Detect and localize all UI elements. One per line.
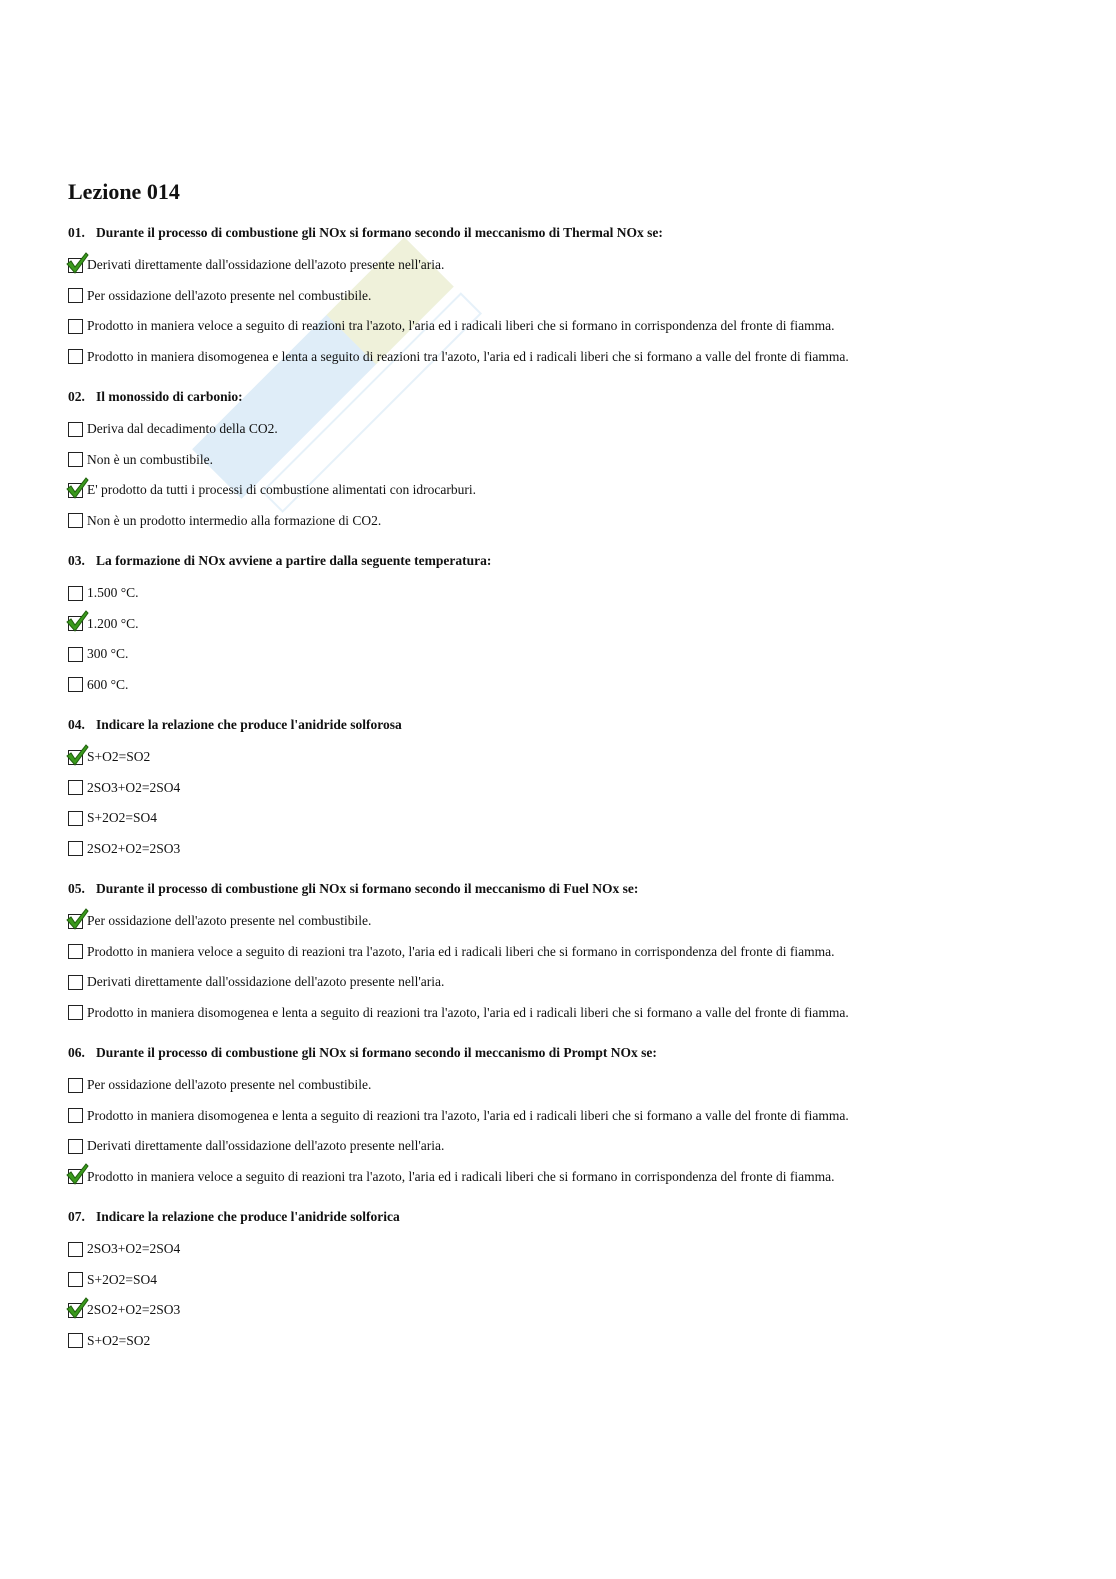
answer-option[interactable]	[68, 1326, 1068, 1357]
answer-text: Prodotto in maniera veloce a seguito di reazioni tra l'azoto, l'aria ed i radicali liberi che si formano in corrispondenza del fronte di fiamma.	[87, 1168, 835, 1184]
checkmark-icon	[65, 1297, 89, 1319]
unchecked-checkbox[interactable]	[68, 1108, 83, 1123]
unchecked-checkbox[interactable]	[68, 586, 83, 601]
answer-option[interactable]	[68, 1162, 1068, 1193]
answer-text: Non è un combustibile.	[87, 451, 213, 467]
unchecked-checkbox[interactable]	[68, 513, 83, 528]
unchecked-checkbox[interactable]	[68, 422, 83, 437]
unchecked-checkbox[interactable]	[68, 1333, 83, 1348]
answer-option[interactable]	[68, 281, 1068, 312]
checkmark-icon	[65, 477, 89, 499]
unchecked-checkbox[interactable]	[68, 780, 83, 795]
answer-text: Prodotto in maniera veloce a seguito di reazioni tra l'azoto, l'aria ed i radicali liberi che si formano in corrispondenza del fronte di fiamma.	[87, 943, 835, 959]
document-page	[68, 178, 1068, 1372]
question-heading	[68, 716, 1068, 734]
answer-option[interactable]	[68, 906, 1068, 937]
question-number: 05.	[68, 881, 85, 896]
unchecked-checkbox[interactable]	[68, 319, 83, 334]
answer-text: Per ossidazione dell'azoto presente nel combustibile.	[87, 1077, 372, 1093]
answer-option[interactable]	[68, 1101, 1068, 1132]
question-text: Durante il processo di combustione gli NOx si formano secondo il meccanismo di Prompt NOx se:	[96, 1045, 657, 1060]
unchecked-checkbox[interactable]	[68, 975, 83, 990]
question-block	[68, 1044, 1068, 1192]
answer-option[interactable]	[68, 1234, 1068, 1265]
answer-text: 1.500 °C.	[87, 585, 139, 601]
answer-text: S+2O2=SO4	[87, 810, 157, 826]
question-heading	[68, 1208, 1068, 1226]
question-number: 06.	[68, 1045, 85, 1060]
answer-option[interactable]	[68, 1265, 1068, 1296]
answer-option[interactable]	[68, 578, 1068, 609]
answer-text: Derivati direttamente dall'ossidazione dell'azoto presente nell'aria.	[87, 1138, 445, 1154]
answer-text: 300 °C.	[87, 646, 129, 662]
answer-text: 600 °C.	[87, 676, 129, 692]
answer-option[interactable]	[68, 506, 1068, 537]
question-block	[68, 716, 1068, 864]
unchecked-checkbox[interactable]	[68, 841, 83, 856]
answer-text: S+O2=SO2	[87, 1332, 151, 1348]
checked-checkbox[interactable]	[68, 258, 83, 273]
answer-option[interactable]	[68, 1131, 1068, 1162]
answer-option[interactable]	[68, 742, 1068, 773]
answer-text: 2SO3+O2=2SO4	[87, 779, 181, 795]
question-list	[68, 224, 1068, 1356]
question-block	[68, 1208, 1068, 1356]
question-number: 01.	[68, 225, 85, 240]
unchecked-checkbox[interactable]	[68, 349, 83, 364]
question-text: Durante il processo di combustione gli NOx si formano secondo il meccanismo di Thermal NOx se:	[96, 225, 663, 240]
unchecked-checkbox[interactable]	[68, 1272, 83, 1287]
answer-text: Per ossidazione dell'azoto presente nel combustibile.	[87, 913, 372, 929]
checked-checkbox[interactable]	[68, 914, 83, 929]
answer-text: 1.200 °C.	[87, 615, 139, 631]
unchecked-checkbox[interactable]	[68, 647, 83, 662]
question-block	[68, 552, 1068, 700]
answer-option[interactable]	[68, 609, 1068, 640]
answer-text: 2SO3+O2=2SO4	[87, 1241, 181, 1257]
unchecked-checkbox[interactable]	[68, 452, 83, 467]
unchecked-checkbox[interactable]	[68, 288, 83, 303]
question-heading	[68, 880, 1068, 898]
question-text: Il monossido di carbonio:	[96, 389, 243, 404]
unchecked-checkbox[interactable]	[68, 1078, 83, 1093]
unchecked-checkbox[interactable]	[68, 1242, 83, 1257]
unchecked-checkbox[interactable]	[68, 1005, 83, 1020]
question-heading	[68, 1044, 1068, 1062]
answer-option[interactable]	[68, 967, 1068, 998]
question-number: 02.	[68, 389, 85, 404]
answer-text: Per ossidazione dell'azoto presente nel combustibile.	[87, 287, 372, 303]
checked-checkbox[interactable]	[68, 616, 83, 631]
checked-checkbox[interactable]	[68, 1169, 83, 1184]
answer-text: Prodotto in maniera disomogenea e lenta a seguito di reazioni tra l'azoto, l'aria ed i radicali liberi che si formano a valle del fronte di fiamma.	[87, 1004, 849, 1020]
checkmark-icon	[65, 744, 89, 766]
question-block	[68, 880, 1068, 1028]
question-text: Indicare la relazione che produce l'anidride solforica	[96, 1209, 400, 1224]
checked-checkbox[interactable]	[68, 1303, 83, 1318]
checkmark-icon	[65, 1163, 89, 1185]
unchecked-checkbox[interactable]	[68, 1139, 83, 1154]
question-number: 03.	[68, 553, 85, 568]
answer-option[interactable]	[68, 342, 1068, 373]
checked-checkbox[interactable]	[68, 750, 83, 765]
question-block	[68, 224, 1068, 372]
question-heading	[68, 388, 1068, 406]
answer-text: S+O2=SO2	[87, 749, 151, 765]
answer-text: E' prodotto da tutti i processi di combustione alimentati con idrocarburi.	[87, 482, 476, 498]
answer-option[interactable]	[68, 998, 1068, 1029]
answer-text: Prodotto in maniera disomogenea e lenta a seguito di reazioni tra l'azoto, l'aria ed i radicali liberi che si formano a valle del fronte di fiamma.	[87, 1107, 849, 1123]
question-text: Indicare la relazione che produce l'anidride solforosa	[96, 717, 402, 732]
page-title: Lezione 014	[68, 179, 180, 204]
answer-text: Prodotto in maniera disomogenea e lenta a seguito di reazioni tra l'azoto, l'aria ed i radicali liberi che si formano a valle del fronte di fiamma.	[87, 348, 849, 364]
checkmark-icon	[65, 908, 89, 930]
question-number: 07.	[68, 1209, 85, 1224]
answer-option[interactable]	[68, 475, 1068, 506]
checkmark-icon	[65, 252, 89, 274]
answer-option[interactable]	[68, 773, 1068, 804]
answer-option[interactable]	[68, 670, 1068, 701]
question-heading	[68, 224, 1068, 242]
answer-text: 2SO2+O2=2SO3	[87, 1302, 181, 1318]
question-number: 04.	[68, 717, 85, 732]
answer-option[interactable]	[68, 803, 1068, 834]
answer-option[interactable]	[68, 311, 1068, 342]
answer-text: Derivati direttamente dall'ossidazione dell'azoto presente nell'aria.	[87, 974, 445, 990]
answer-option[interactable]	[68, 250, 1068, 281]
answer-option[interactable]	[68, 834, 1068, 865]
unchecked-checkbox[interactable]	[68, 944, 83, 959]
question-text: Durante il processo di combustione gli NOx si formano secondo il meccanismo di Fuel NOx se:	[96, 881, 639, 896]
answer-text: Non è un prodotto intermedio alla formazione di CO2.	[87, 512, 382, 528]
answer-text: S+2O2=SO4	[87, 1271, 157, 1287]
unchecked-checkbox[interactable]	[68, 677, 83, 692]
answer-text: Derivati direttamente dall'ossidazione dell'azoto presente nell'aria.	[87, 257, 445, 273]
answer-option[interactable]	[68, 1070, 1068, 1101]
answer-text: 2SO2+O2=2SO3	[87, 840, 181, 856]
unchecked-checkbox[interactable]	[68, 811, 83, 826]
answer-option[interactable]	[68, 1295, 1068, 1326]
answer-option[interactable]	[68, 414, 1068, 445]
answer-option[interactable]	[68, 445, 1068, 476]
answer-text: Deriva dal decadimento della CO2.	[87, 421, 278, 437]
checkmark-icon	[65, 610, 89, 632]
answer-option[interactable]	[68, 937, 1068, 968]
question-heading	[68, 552, 1068, 570]
answer-text: Prodotto in maniera veloce a seguito di reazioni tra l'azoto, l'aria ed i radicali liberi che si formano in corrispondenza del fronte di fiamma.	[87, 318, 835, 334]
question-block	[68, 388, 1068, 536]
question-text: La formazione di NOx avviene a partire dalla seguente temperatura:	[96, 553, 492, 568]
answer-option[interactable]	[68, 639, 1068, 670]
checked-checkbox[interactable]	[68, 483, 83, 498]
